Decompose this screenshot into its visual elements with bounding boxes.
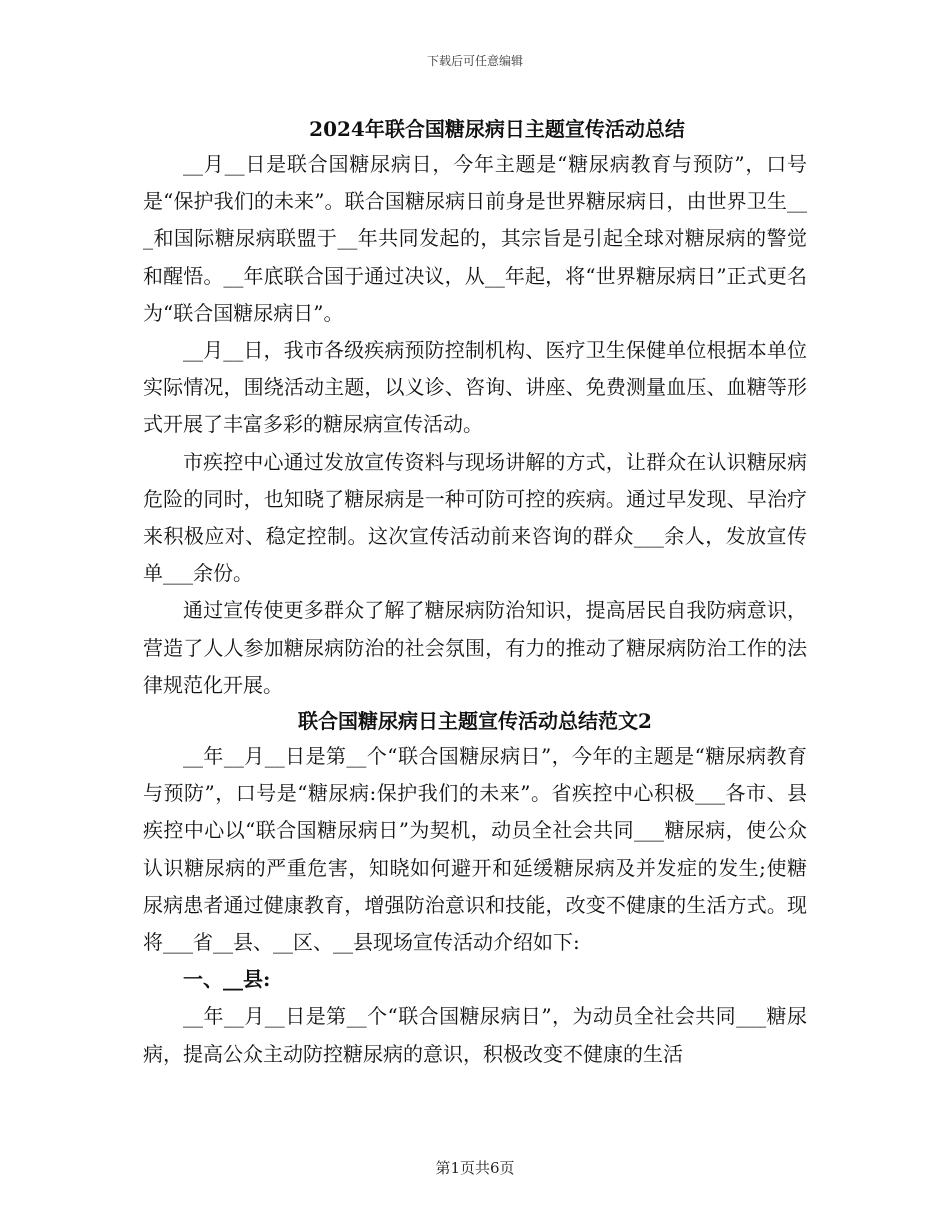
section-title: 联合国糖尿病日主题宣传活动总结范文2 — [298, 709, 652, 734]
document-title: 2024年联合国糖尿病日主题宣传活动总结 — [309, 117, 685, 141]
subheading: 一、__县: — [183, 967, 271, 992]
header-note: 下载后可任意编辑 — [426, 54, 523, 68]
paragraph: __年__月__日是第__个“联合国糖尿病日”，今年的主题是“糖尿病教育与预防”，口号是“糖尿病:保护我们的未来”。省疾控中心积极___各市、县疾控中心以“联合国糖尿病日”为契机，动员全社会共同___糖尿病，使公众认识糖尿病的严重危害，知晓如何避开和延缓糖尿病及并发症的发生;使糖尿病患者通过健康教育，增强防治意识和技能，改变不健康的生活方式。现将___省__县、__区、__县现场宣传活动介绍如下: — [143, 744, 807, 955]
paragraph: 通过宣传使更多群众了解了糖尿病防治知识，提高居民自我防病意识，营造了人人参加糖尿病防治的社会氛围，有力的推动了糖尿病防治工作的法律规范化开展。 — [143, 598, 807, 697]
document-body — [143, 112, 807, 1073]
paragraph: __月__日是联合国糖尿病日，今年主题是“糖尿病教育与预防”，口号是“保护我们的未来”。联合国糖尿病日前身是世界糖尿病日，由世界卫生___和国际糖尿病联盟于__年共同发起的，其宗旨是引起全球对糖尿病的警觉和醒悟。__年底联合国于通过决议，从__年起，将“世界糖尿病日”正式更名为“联合国糖尿病日”。 — [143, 152, 807, 325]
paragraph: __年__月__日是第__个“联合国糖尿病日”，为动员全社会共同___糖尿病，提高公众主动防控糖尿病的意识，积极改变不健康的生活 — [143, 1004, 807, 1066]
paragraph: 市疾控中心通过发放宣传资料与现场讲解的方式，让群众在认识糖尿病危险的同时，也知晓了糖尿病是一种可防可控的疾病。通过早发现、早治疗来积极应对、稳定控制。这次宣传活动前来咨询的群众___余人，发放宣传单___余份。 — [143, 449, 807, 586]
paragraph: __月__日，我市各级疾病预防控制机构、医疗卫生保健单位根据本单位实际情况，围绕活动主题，以义诊、咨询、讲座、免费测量血压、血糖等形式开展了丰富多彩的糖尿病宣传活动。 — [143, 338, 807, 437]
page-number-footer: 第1页共6页 — [435, 1159, 515, 1177]
